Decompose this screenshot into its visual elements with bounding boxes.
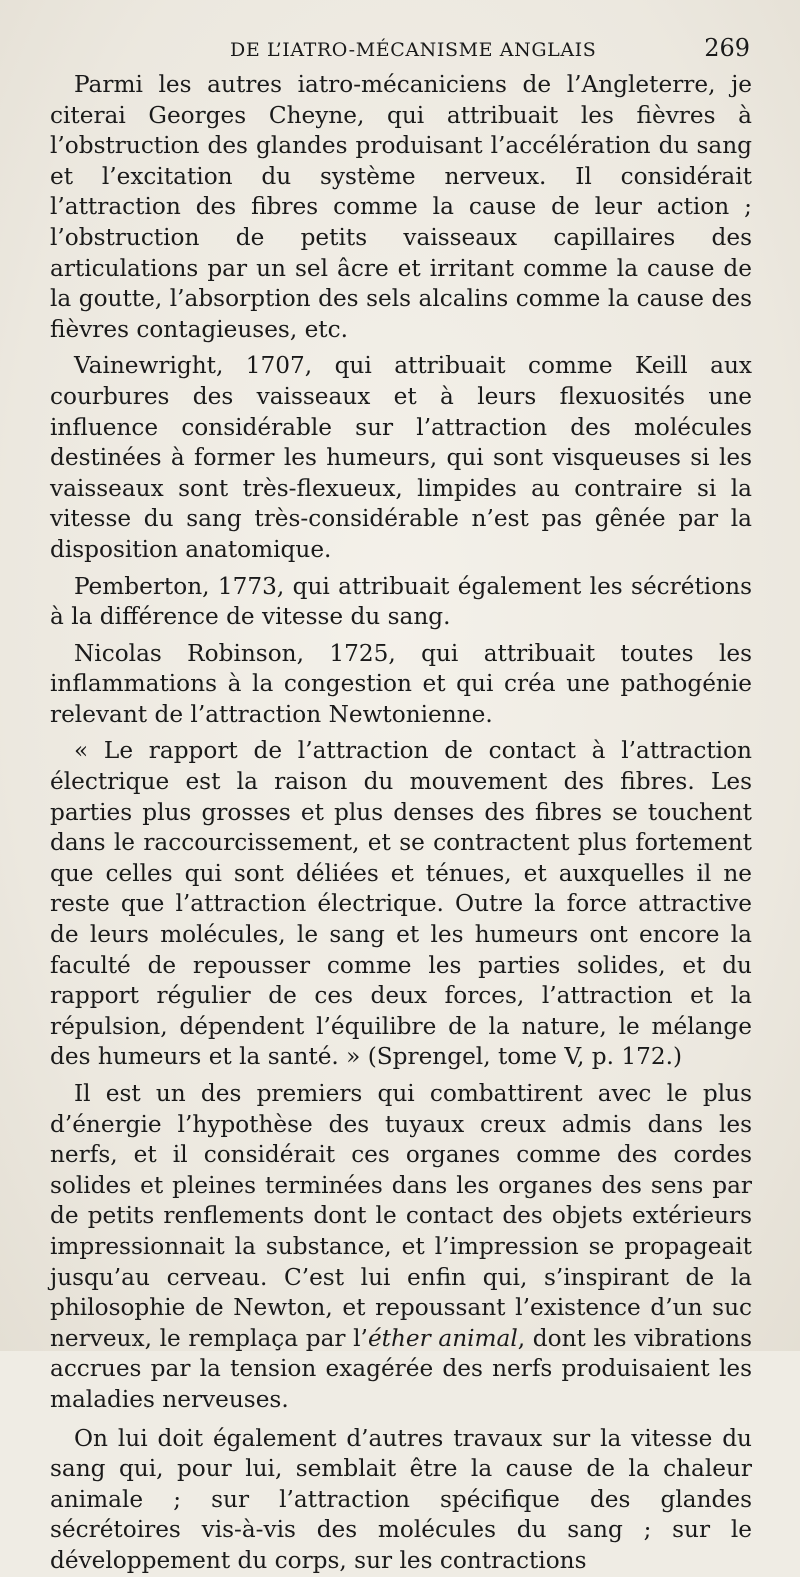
ether-animal-emphasis: éther animal bbox=[367, 1324, 518, 1352]
running-title: DE L’IATRO-MÉCANISME ANGLAIS bbox=[230, 39, 597, 61]
paragraph-robinson: Nicolas Robinson, 1725, qui attribuait toutes les inflammations à la congestion et qui créa une pathogénie relevant de l’attraction Newtonienne. bbox=[50, 639, 752, 728]
paragraph-other-works: On lui doit également d’autres travaux sur la vitesse du sang qui, pour lui, semblait être la cause de la chaleur animale ; sur l’attraction spécifique des glandes sécrétoires vis-à-vis des molécules du sang ; sur le développement du corps, sur les contractions bbox=[50, 1424, 752, 1574]
paragraph-pemberton: Pemberton, 1773, qui attribuait également les sécrétions à la différence de vitesse du sang. bbox=[50, 572, 752, 631]
paragraph-cheyne: Parmi les autres iatro-mécaniciens de l’Angleterre, je citerai Georges Cheyne, qui attribuait les fièvres à l’obstruction des glandes produisant l’accélération du sang et l’excitation du système nerveux. Il considérait l’attraction des fibres comme la cause de leur action ; l’obstruction de petits vaisseaux capillaires des articulations par un sel âcre et irritant comme la cause de la goutte, l’absorption des sels alcalins comme la cause des fièvres contagieuses, etc. bbox=[50, 71, 752, 343]
paragraph-vainewright: Vainewright, 1707, qui attribuait comme Keill aux courbures des vaisseaux et à leurs flexuosités une influence considérable sur l’attraction des molécules destinées à former les humeurs, qui sont visqueuses si les vaisseaux sont très-flexueux, limpides au contraire si la vitesse du sang très-considérable n’est pas gênée par la disposition anatomique. bbox=[50, 352, 752, 563]
paragraph-nerves-text-end: , dont les vibrations accrues par la tension exagérée des nerfs produisaient les maladies nerveuses. bbox=[50, 1324, 753, 1413]
running-head bbox=[50, 34, 752, 70]
paragraph-nerves bbox=[50, 1079, 752, 1416]
page-number: 269 bbox=[704, 34, 750, 62]
paragraph-sprengel-quote: « Le rapport de l’attraction de contact à l’attraction électrique est la raison du mouvement des fibres. Les parties plus grosses et plus denses des fibres se touchent dans le raccourcissement, et se contractent plus fortement que celles qui sont déliées et ténues, et auxquelles il ne reste que l’attraction électrique. Outre la force attractive de leurs molécules, le sang et les humeurs ont encore la faculté de repousser comme les parties solides, et du rapport régulier de ces deux forces, l’attraction et la répulsion, dépendent l’équilibre de la nature, le mélange des humeurs et la santé. » (Sprengel, tome V, p. 172.) bbox=[50, 737, 752, 1071]
paragraph-nerves-text-start: Il est un des premiers qui combattirent avec le plus d’énergie l’hypothèse des tuyaux creux admis dans les nerfs, et il considérait ces organes comme des cordes solides et pleines terminées dans les organes des sens par de petits renflements dont le contact des objets extérieurs impressionnait la substance, et l’impression se propageait jusqu’au cerveau. C’est lui enfin qui, s’inspirant de la philosophie de Newton, et repoussant l’existence d’un suc nerveux, le remplaça par l’ bbox=[50, 1080, 752, 1352]
